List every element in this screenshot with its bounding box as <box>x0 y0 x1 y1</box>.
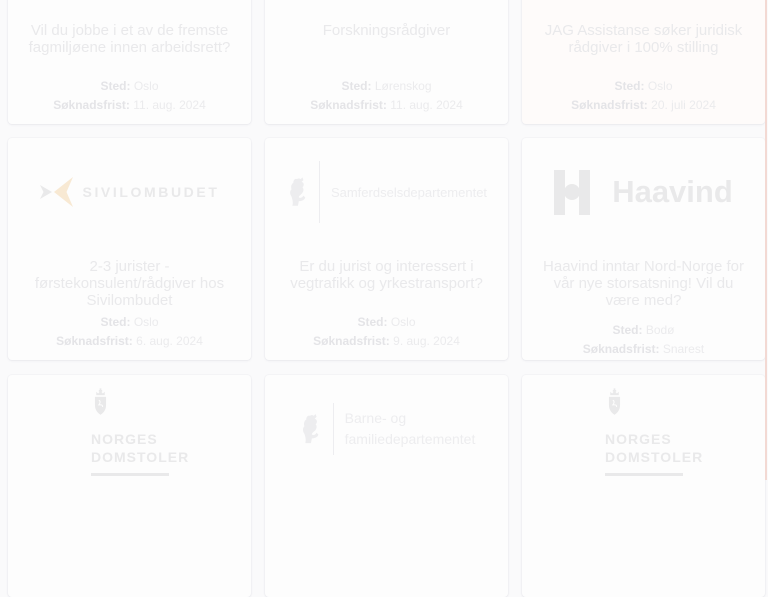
haavind-wordmark: Haavind <box>612 174 733 209</box>
job-meta <box>522 324 765 356</box>
job-title: Er du jurist og interessert i vegtrafikk og yrkestransport? <box>290 258 483 292</box>
job-card-row <box>8 0 765 124</box>
norges-domstoler-logo <box>605 388 703 476</box>
job-meta <box>8 80 251 112</box>
job-card[interactable] <box>8 138 251 360</box>
job-card[interactable] <box>265 138 508 360</box>
job-title: Forskningsrådgiver <box>322 22 451 39</box>
job-location <box>522 80 765 93</box>
job-card[interactable] <box>265 375 508 597</box>
domstoler-wordmark-line2: DOMSTOLER <box>91 449 190 465</box>
job-location <box>8 316 251 329</box>
frist-label: Søknadsfrist: <box>313 334 390 348</box>
frist-value: Snarest <box>662 342 705 356</box>
frist-value: 11. aug. 2024 <box>133 98 206 112</box>
haavind-h-icon <box>554 170 590 215</box>
frist-label: Søknadsfrist: <box>56 334 133 348</box>
job-card-row <box>8 375 765 597</box>
frist-label: Søknadsfrist: <box>53 98 130 112</box>
job-location <box>265 80 508 93</box>
sted-value: Oslo <box>647 79 673 93</box>
job-location <box>522 324 765 337</box>
frist-label: Søknadsfrist: <box>582 342 660 356</box>
job-meta <box>8 316 251 348</box>
logo-divider <box>333 403 334 455</box>
frist-label: Søknadsfrist: <box>571 98 648 112</box>
job-deadline <box>8 99 251 112</box>
logo-underline <box>605 473 683 476</box>
job-deadline <box>265 335 508 348</box>
job-card[interactable] <box>8 375 251 597</box>
job-meta <box>522 80 765 112</box>
job-meta <box>265 80 508 112</box>
domstoler-wordmark-line2: DOMSTOLER <box>605 449 704 465</box>
frist-value: 9. aug. 2024 <box>393 334 460 348</box>
job-title: JAG Assistanse søker juridisk rådgiver i 100% stilling <box>544 22 743 56</box>
job-card[interactable] <box>522 0 765 124</box>
barne-og-familiedepartementet-logo <box>265 403 508 455</box>
court-crest-icon <box>92 388 109 421</box>
scrollbar[interactable] <box>765 0 767 480</box>
sted-label: Sted: <box>357 315 388 329</box>
frist-value: 6. aug. 2024 <box>136 334 203 348</box>
arrow-left-icon <box>50 177 73 207</box>
department-name: Barne- og familiedepartementet <box>344 410 476 447</box>
sted-label: Sted: <box>100 315 131 329</box>
job-location <box>8 80 251 93</box>
sted-label: Sted: <box>614 79 645 93</box>
domstoler-wordmark-line1: NORGES <box>605 431 672 447</box>
job-meta <box>265 316 508 348</box>
job-card[interactable] <box>265 0 508 124</box>
sted-value: Lørenskog <box>374 79 432 93</box>
sted-value: Oslo <box>133 315 159 329</box>
sivilombudet-wordmark: SIVILOMBUDET <box>82 184 220 200</box>
logo-underline <box>91 473 169 476</box>
job-deadline <box>522 99 765 112</box>
job-card[interactable] <box>522 138 765 360</box>
frist-value: 20. juli 2024 <box>651 98 716 112</box>
job-deadline <box>8 335 251 348</box>
sivilombudet-logo <box>8 138 251 246</box>
frist-value: 11. aug. 2024 <box>390 98 463 112</box>
job-location <box>265 316 508 329</box>
haavind-logo <box>522 138 765 246</box>
domstoler-wordmark-line1: NORGES <box>91 431 158 447</box>
frist-label: Søknadsfrist: <box>310 98 387 112</box>
sted-label: Sted: <box>612 323 643 337</box>
sted-label: Sted: <box>100 79 131 93</box>
court-crest-icon <box>606 388 623 421</box>
job-card-row <box>8 138 765 360</box>
norwegian-lion-icon <box>298 414 322 444</box>
department-name: Samferdselsdepartementet <box>330 184 488 200</box>
samferdselsdepartementet-logo <box>265 138 508 246</box>
job-title: Haavind inntar Nord-Norge for vår nye storsatsning! Vil du være med? <box>543 258 744 309</box>
sted-label: Sted: <box>341 79 372 93</box>
job-card[interactable] <box>522 375 765 597</box>
norges-domstoler-logo <box>91 388 189 476</box>
norwegian-lion-icon <box>286 177 308 207</box>
job-deadline <box>522 343 765 356</box>
job-card[interactable] <box>8 0 251 124</box>
job-title: Vil du jobbe i et av de fremste fagmiljøene innen arbeidsrett? <box>28 22 231 56</box>
sted-value: Oslo <box>133 79 159 93</box>
job-deadline <box>265 99 508 112</box>
logo-divider <box>319 161 320 223</box>
sted-value: Oslo <box>390 315 416 329</box>
job-title: 2-3 jurister - førstekonsulent/rådgiver hos Sivilombudet <box>34 258 225 309</box>
sted-value: Bodø <box>645 323 675 337</box>
